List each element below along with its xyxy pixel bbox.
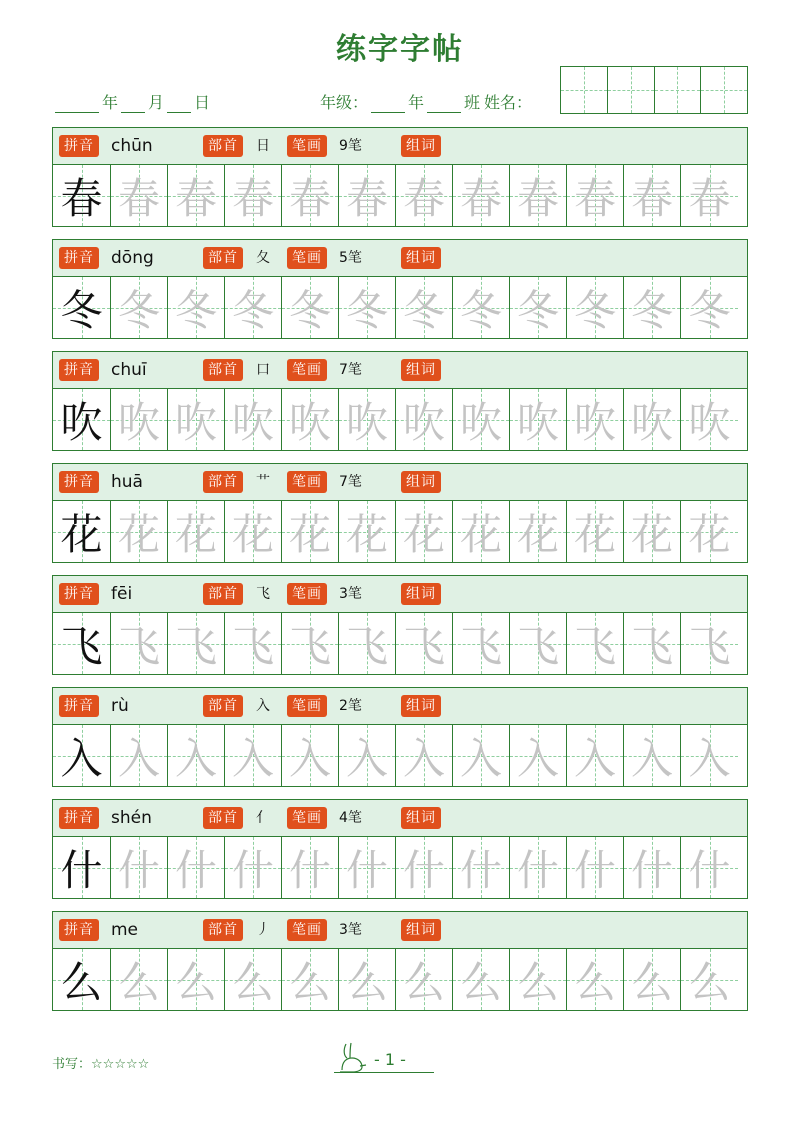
strokes-tag: 笔画 xyxy=(287,583,327,605)
practice-block xyxy=(52,799,748,899)
trace-cell[interactable] xyxy=(510,725,567,786)
model-cell[interactable] xyxy=(53,165,111,226)
practice-cells xyxy=(53,277,747,338)
trace-character: 吹 xyxy=(117,397,160,447)
trace-cell[interactable] xyxy=(681,165,738,226)
trace-character: 入 xyxy=(117,733,160,783)
trace-character: 吹 xyxy=(174,397,217,447)
trace-character: 什 xyxy=(288,845,331,895)
trace-cell[interactable] xyxy=(282,165,339,226)
trace-cell[interactable] xyxy=(225,725,282,786)
trace-character: 吹 xyxy=(459,397,502,447)
trace-cell[interactable] xyxy=(282,277,339,338)
info-bar xyxy=(53,688,747,725)
trace-cell[interactable] xyxy=(624,837,681,898)
pinyin-tag: 拼音 xyxy=(59,359,99,381)
practice-block xyxy=(52,127,748,227)
trace-character: 入 xyxy=(231,733,274,783)
trace-cell[interactable] xyxy=(396,389,453,450)
trace-character: 什 xyxy=(630,845,673,895)
practice-block xyxy=(52,463,748,563)
trace-cell[interactable] xyxy=(168,949,225,1010)
trace-character: 入 xyxy=(288,733,331,783)
trace-character: 入 xyxy=(688,733,731,783)
trace-cell[interactable] xyxy=(567,165,624,226)
words-tag: 组词 xyxy=(401,359,441,381)
trace-cell[interactable] xyxy=(624,165,681,226)
trace-cell[interactable] xyxy=(510,389,567,450)
radical-value: 日 xyxy=(256,138,270,154)
practice-block xyxy=(52,351,748,451)
trace-cell[interactable] xyxy=(111,165,168,226)
pinyin-tag: 拼音 xyxy=(59,807,99,829)
trace-cell[interactable] xyxy=(339,725,396,786)
trace-character: 入 xyxy=(402,733,445,783)
practice-cells xyxy=(53,501,747,562)
model-cell[interactable] xyxy=(53,389,111,450)
rating-stars[interactable]: ☆☆☆☆☆ xyxy=(91,1057,150,1072)
name-cell[interactable] xyxy=(701,67,747,113)
trace-character: 么 xyxy=(459,957,502,1007)
trace-character: 飞 xyxy=(688,621,731,671)
strokes-tag: 笔画 xyxy=(287,471,327,493)
words-tag: 组词 xyxy=(401,807,441,829)
strokes-value: 5笔 xyxy=(339,250,362,266)
trace-cell[interactable] xyxy=(111,949,168,1010)
trace-character: 吹 xyxy=(688,397,731,447)
trace-character: 花 xyxy=(288,509,331,559)
trace-cell[interactable] xyxy=(624,389,681,450)
trace-cell[interactable] xyxy=(624,725,681,786)
trace-character: 春 xyxy=(516,173,559,223)
trace-cell[interactable] xyxy=(567,949,624,1010)
trace-cell[interactable] xyxy=(624,277,681,338)
page-footer xyxy=(334,1040,434,1074)
pinyin-value: dōng xyxy=(111,248,154,268)
pinyin-value: chūn xyxy=(111,136,153,156)
class-label: 班 xyxy=(464,93,481,112)
trace-cell[interactable] xyxy=(567,725,624,786)
pinyin-value: fēi xyxy=(111,584,133,604)
trace-cell[interactable] xyxy=(624,949,681,1010)
trace-cell[interactable] xyxy=(624,613,681,674)
model-character: 么 xyxy=(60,957,103,1007)
class-blank[interactable] xyxy=(427,94,461,113)
trace-character: 冬 xyxy=(345,285,388,335)
trace-cell[interactable] xyxy=(510,165,567,226)
radical-tag: 部首 xyxy=(203,135,243,157)
strokes-tag: 笔画 xyxy=(287,247,327,269)
radical-tag: 部首 xyxy=(203,807,243,829)
trace-character: 花 xyxy=(688,509,731,559)
pinyin-value: shén xyxy=(111,808,152,828)
trace-cell[interactable] xyxy=(567,613,624,674)
page-number: - 1 - xyxy=(374,1050,406,1069)
trace-character: 冬 xyxy=(231,285,274,335)
month-label: 月 xyxy=(148,93,165,112)
strokes-tag: 笔画 xyxy=(287,135,327,157)
trace-character: 么 xyxy=(117,957,160,1007)
trace-character: 么 xyxy=(573,957,616,1007)
trace-character: 入 xyxy=(174,733,217,783)
grade-label: 年级： xyxy=(320,93,369,112)
trace-character: 花 xyxy=(345,509,388,559)
trace-character: 什 xyxy=(117,845,160,895)
trace-character: 春 xyxy=(573,173,616,223)
trace-cell[interactable] xyxy=(396,613,453,674)
trace-character: 吹 xyxy=(573,397,616,447)
pinyin-tag: 拼音 xyxy=(59,471,99,493)
trace-cell[interactable] xyxy=(282,725,339,786)
strokes-value: 7笔 xyxy=(339,362,362,378)
rabbit-icon xyxy=(336,1040,368,1074)
trace-cell[interactable] xyxy=(168,165,225,226)
trace-character: 春 xyxy=(231,173,274,223)
trace-cell[interactable] xyxy=(453,389,510,450)
trace-cell[interactable] xyxy=(396,165,453,226)
info-bar xyxy=(53,464,747,501)
trace-cell[interactable] xyxy=(453,165,510,226)
trace-cell[interactable] xyxy=(225,389,282,450)
pinyin-tag: 拼音 xyxy=(59,583,99,605)
grade-line xyxy=(320,90,532,113)
radical-tag: 部首 xyxy=(203,919,243,941)
strokes-value: 2笔 xyxy=(339,698,362,714)
trace-cell[interactable] xyxy=(510,949,567,1010)
trace-cell[interactable] xyxy=(681,949,738,1010)
trace-character: 么 xyxy=(516,957,559,1007)
practice-cells xyxy=(53,165,747,226)
radical-value: 亻 xyxy=(256,810,270,826)
strokes-tag: 笔画 xyxy=(287,807,327,829)
model-character: 什 xyxy=(60,845,103,895)
trace-cell[interactable] xyxy=(282,949,339,1010)
trace-character: 什 xyxy=(402,845,445,895)
trace-cell[interactable] xyxy=(111,389,168,450)
trace-character: 飞 xyxy=(117,621,160,671)
trace-cell[interactable] xyxy=(225,837,282,898)
radical-tag: 部首 xyxy=(203,247,243,269)
trace-character: 冬 xyxy=(288,285,331,335)
trace-cell[interactable] xyxy=(567,277,624,338)
trace-character: 入 xyxy=(459,733,502,783)
radical-value: 艹 xyxy=(256,474,270,490)
trace-character: 冬 xyxy=(573,285,616,335)
trace-cell[interactable] xyxy=(453,949,510,1010)
practice-cells xyxy=(53,613,747,674)
trace-character: 花 xyxy=(231,509,274,559)
trace-cell[interactable] xyxy=(567,501,624,562)
info-bar xyxy=(53,352,747,389)
trace-character: 吹 xyxy=(288,397,331,447)
trace-character: 飞 xyxy=(573,621,616,671)
info-bar xyxy=(53,800,747,837)
info-bar xyxy=(53,576,747,613)
trace-character: 什 xyxy=(573,845,616,895)
trace-cell[interactable] xyxy=(567,837,624,898)
trace-character: 飞 xyxy=(174,621,217,671)
trace-cell[interactable] xyxy=(282,501,339,562)
trace-character: 春 xyxy=(288,173,331,223)
trace-cell[interactable] xyxy=(111,277,168,338)
footer-underline xyxy=(334,1072,434,1073)
trace-character: 冬 xyxy=(516,285,559,335)
radical-value: 飞 xyxy=(256,586,270,602)
trace-character: 春 xyxy=(630,173,673,223)
pinyin-value: me xyxy=(111,920,139,940)
radical-value: 夂 xyxy=(256,250,270,266)
trace-character: 入 xyxy=(630,733,673,783)
trace-character: 吹 xyxy=(231,397,274,447)
trace-character: 春 xyxy=(117,173,160,223)
trace-cell[interactable] xyxy=(396,277,453,338)
writing-rating xyxy=(52,1053,149,1072)
day-label: 日 xyxy=(194,93,211,112)
trace-character: 飞 xyxy=(288,621,331,671)
trace-cell[interactable] xyxy=(282,389,339,450)
practice-block xyxy=(52,911,748,1011)
model-cell[interactable] xyxy=(53,277,111,338)
trace-cell[interactable] xyxy=(339,837,396,898)
model-character: 入 xyxy=(60,733,103,783)
trace-cell[interactable] xyxy=(453,277,510,338)
trace-cell[interactable] xyxy=(225,165,282,226)
trace-character: 飞 xyxy=(459,621,502,671)
trace-character: 什 xyxy=(459,845,502,895)
pinyin-tag: 拼音 xyxy=(59,695,99,717)
strokes-value: 3笔 xyxy=(339,586,362,602)
trace-character: 冬 xyxy=(459,285,502,335)
month-blank[interactable] xyxy=(121,94,145,113)
info-bar xyxy=(53,912,747,949)
trace-character: 飞 xyxy=(516,621,559,671)
trace-character: 入 xyxy=(345,733,388,783)
trace-cell[interactable] xyxy=(225,501,282,562)
practice-cells xyxy=(53,389,747,450)
strokes-value: 9笔 xyxy=(339,138,362,154)
trace-character: 春 xyxy=(345,173,388,223)
model-cell[interactable] xyxy=(53,725,111,786)
trace-character: 么 xyxy=(402,957,445,1007)
model-cell[interactable] xyxy=(53,613,111,674)
trace-cell[interactable] xyxy=(168,501,225,562)
model-character: 冬 xyxy=(60,285,103,335)
practice-block xyxy=(52,575,748,675)
trace-cell[interactable] xyxy=(168,613,225,674)
trace-cell[interactable] xyxy=(681,389,738,450)
name-cell[interactable] xyxy=(608,67,655,113)
year-label: 年 xyxy=(102,93,119,112)
words-tag: 组词 xyxy=(401,135,441,157)
trace-cell[interactable] xyxy=(567,389,624,450)
trace-cell[interactable] xyxy=(510,613,567,674)
model-cell[interactable] xyxy=(53,501,111,562)
trace-character: 春 xyxy=(459,173,502,223)
words-tag: 组词 xyxy=(401,695,441,717)
trace-character: 花 xyxy=(573,509,616,559)
trace-cell[interactable] xyxy=(282,837,339,898)
trace-cell[interactable] xyxy=(453,501,510,562)
strokes-tag: 笔画 xyxy=(287,359,327,381)
words-tag: 组词 xyxy=(401,471,441,493)
trace-cell[interactable] xyxy=(681,837,738,898)
trace-cell[interactable] xyxy=(396,949,453,1010)
trace-character: 花 xyxy=(402,509,445,559)
trace-character: 飞 xyxy=(630,621,673,671)
trace-cell[interactable] xyxy=(396,725,453,786)
info-bar xyxy=(53,128,747,165)
strokes-tag: 笔画 xyxy=(287,695,327,717)
trace-character: 吹 xyxy=(402,397,445,447)
words-tag: 组词 xyxy=(401,247,441,269)
radical-tag: 部首 xyxy=(203,695,243,717)
trace-character: 冬 xyxy=(688,285,731,335)
words-tag: 组词 xyxy=(401,583,441,605)
trace-cell[interactable] xyxy=(510,837,567,898)
trace-character: 冬 xyxy=(174,285,217,335)
trace-cell[interactable] xyxy=(453,725,510,786)
trace-cell[interactable] xyxy=(111,613,168,674)
trace-cell[interactable] xyxy=(111,725,168,786)
trace-cell[interactable] xyxy=(168,725,225,786)
model-character: 吹 xyxy=(60,397,103,447)
radical-value: 口 xyxy=(256,362,270,378)
trace-cell[interactable] xyxy=(225,613,282,674)
trace-cell[interactable] xyxy=(681,725,738,786)
trace-character: 什 xyxy=(516,845,559,895)
trace-cell[interactable] xyxy=(453,837,510,898)
trace-cell[interactable] xyxy=(111,837,168,898)
trace-character: 冬 xyxy=(117,285,160,335)
model-character: 花 xyxy=(60,509,103,559)
trace-cell[interactable] xyxy=(510,277,567,338)
trace-cell[interactable] xyxy=(681,501,738,562)
pinyin-value: chuī xyxy=(111,360,147,380)
practice-cells xyxy=(53,837,747,898)
trace-cell[interactable] xyxy=(168,837,225,898)
writing-label: 书写： xyxy=(52,1057,92,1072)
name-cell[interactable] xyxy=(655,67,702,113)
trace-character: 么 xyxy=(630,957,673,1007)
trace-cell[interactable] xyxy=(681,277,738,338)
trace-character: 春 xyxy=(688,173,731,223)
trace-character: 么 xyxy=(231,957,274,1007)
trace-character: 飞 xyxy=(345,621,388,671)
year-blank[interactable] xyxy=(55,94,99,113)
trace-character: 么 xyxy=(345,957,388,1007)
trace-character: 花 xyxy=(516,509,559,559)
trace-character: 冬 xyxy=(630,285,673,335)
trace-character: 春 xyxy=(402,173,445,223)
trace-character: 飞 xyxy=(231,621,274,671)
radical-tag: 部首 xyxy=(203,471,243,493)
practice-block xyxy=(52,239,748,339)
trace-character: 么 xyxy=(174,957,217,1007)
trace-character: 么 xyxy=(688,957,731,1007)
trace-character: 入 xyxy=(573,733,616,783)
trace-cell[interactable] xyxy=(282,613,339,674)
pinyin-tag: 拼音 xyxy=(59,247,99,269)
words-tag: 组词 xyxy=(401,919,441,941)
grade-blank[interactable] xyxy=(371,94,405,113)
practice-cells xyxy=(53,949,747,1010)
trace-character: 花 xyxy=(630,509,673,559)
model-character: 飞 xyxy=(60,621,103,671)
trace-cell[interactable] xyxy=(339,501,396,562)
trace-cell[interactable] xyxy=(339,165,396,226)
trace-character: 花 xyxy=(459,509,502,559)
trace-cell[interactable] xyxy=(453,613,510,674)
trace-cell[interactable] xyxy=(225,277,282,338)
trace-character: 什 xyxy=(231,845,274,895)
trace-character: 吹 xyxy=(345,397,388,447)
trace-cell[interactable] xyxy=(681,613,738,674)
strokes-value: 3笔 xyxy=(339,922,362,938)
trace-character: 春 xyxy=(174,173,217,223)
trace-cell[interactable] xyxy=(339,613,396,674)
name-label: 姓名： xyxy=(484,93,533,112)
model-character: 春 xyxy=(60,173,103,223)
name-cell[interactable] xyxy=(561,67,608,113)
pinyin-value: rù xyxy=(111,696,129,716)
trace-cell[interactable] xyxy=(339,389,396,450)
trace-character: 么 xyxy=(288,957,331,1007)
trace-character: 吹 xyxy=(630,397,673,447)
trace-character: 飞 xyxy=(402,621,445,671)
trace-character: 什 xyxy=(345,845,388,895)
trace-character: 什 xyxy=(174,845,217,895)
strokes-value: 4笔 xyxy=(339,810,362,826)
info-bar xyxy=(53,240,747,277)
trace-cell[interactable] xyxy=(111,501,168,562)
trace-cell[interactable] xyxy=(168,389,225,450)
radical-tag: 部首 xyxy=(203,583,243,605)
trace-cell[interactable] xyxy=(168,277,225,338)
radical-value: 丿 xyxy=(256,922,270,938)
pinyin-tag: 拼音 xyxy=(59,919,99,941)
trace-character: 入 xyxy=(516,733,559,783)
name-grid[interactable] xyxy=(560,66,748,114)
trace-character: 花 xyxy=(174,509,217,559)
strokes-tag: 笔画 xyxy=(287,919,327,941)
pinyin-value: huā xyxy=(111,472,143,492)
trace-character: 什 xyxy=(688,845,731,895)
trace-cell[interactable] xyxy=(396,837,453,898)
radical-value: 入 xyxy=(256,698,270,714)
trace-cell[interactable] xyxy=(225,949,282,1010)
day-blank[interactable] xyxy=(167,94,191,113)
date-line xyxy=(52,90,210,113)
strokes-value: 7笔 xyxy=(339,474,362,490)
practice-block xyxy=(52,687,748,787)
trace-cell[interactable] xyxy=(339,277,396,338)
model-cell[interactable] xyxy=(53,949,111,1010)
trace-cell[interactable] xyxy=(339,949,396,1010)
trace-cell[interactable] xyxy=(624,501,681,562)
trace-character: 吹 xyxy=(516,397,559,447)
trace-cell[interactable] xyxy=(510,501,567,562)
trace-character: 冬 xyxy=(402,285,445,335)
grade-year-label: 年 xyxy=(408,93,425,112)
radical-tag: 部首 xyxy=(203,359,243,381)
page-title: 练字字帖 xyxy=(336,32,464,67)
trace-cell[interactable] xyxy=(396,501,453,562)
pinyin-tag: 拼音 xyxy=(59,135,99,157)
model-cell[interactable] xyxy=(53,837,111,898)
trace-character: 花 xyxy=(117,509,160,559)
practice-cells xyxy=(53,725,747,786)
